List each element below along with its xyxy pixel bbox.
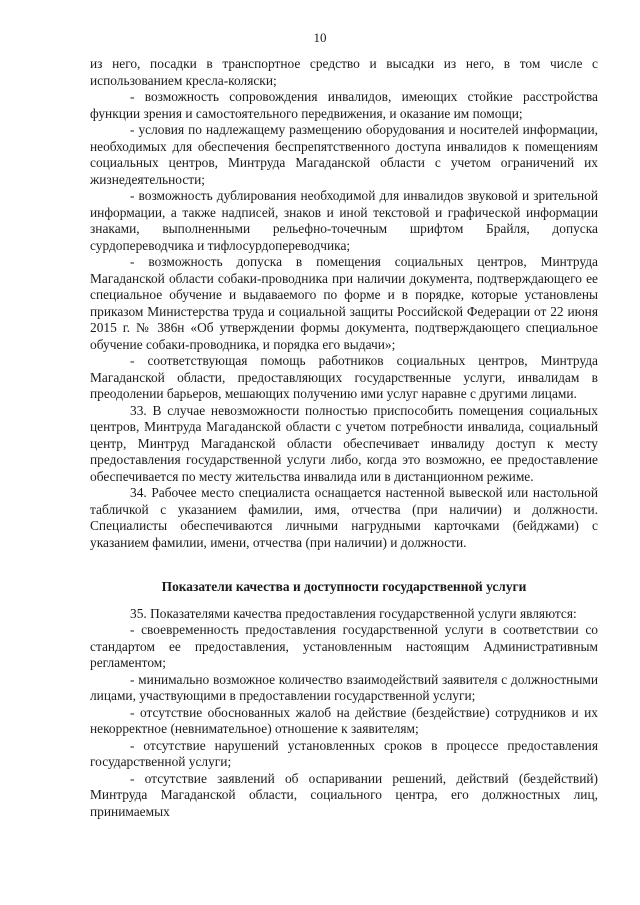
paragraph: - отсутствие нарушений установленных сроков в процессе предоставления государственной услуги;: [90, 737, 598, 769]
paragraph: - минимально возможное количество взаимодействий заявителя с должностными лицами, участвующими в предоставлении государственной услуги;: [90, 671, 598, 703]
paragraph: - возможность дублирования необходимой для инвалидов звуковой и зрительной информации, а также надписей, знаков и иной текстовой и графической информации знаками, выполненными рельефно-точечным шрифтом Брайля, допуска сурдопереводчика и тифлосурдопереводчика;: [90, 188, 598, 253]
paragraph: - условия по надлежащему размещению оборудования и носителей информации, необходимых для обеспечения беспрепятственного доступа инвалидов к помещениям социальных центров, Минтруда Магаданской области с учетом ограничений их жизнедеятельности;: [90, 122, 598, 187]
paragraph: 35. Показателями качества предоставления государственной услуги являются:: [130, 605, 577, 621]
page-number: 10: [313, 30, 327, 45]
paragraph: - отсутствие заявлений об оспаривании решений, действий (бездействий) Минтруда Магаданской области, социального центра, его должностных лиц, принимаемых: [90, 770, 598, 819]
paragraph: из него, посадки в транспортное средство и высадки из него, в том числе с использованием кресла-коляски;: [90, 56, 598, 88]
paragraph: - отсутствие обоснованных жалоб на действие (бездействие) сотрудников и их некорректное (невнимательное) отношение к заявителям;: [90, 704, 598, 736]
paragraph: - возможность допуска в помещения социальных центров, Минтруда Магаданской области собаки-проводника при наличии документа, подтверждающего ее специальное обучение и выдаваемого по форме и в порядке, которые установлены приказом Министерства труда и социальной защиты Российской Федерации от 22 июня 2015 г. № 386н «Об утверждении формы документа, подтверждающего специальное обучение собаки-проводника, и порядка его выдачи»;: [90, 254, 598, 352]
document-body: [90, 56, 598, 820]
paragraph: - соответствующая помощь работников социальных центров, Минтруда Магаданской области, предоставляющих государственные услуги, инвалидам в преодолении барьеров, мешающих получению ими услуг наравне с другими лицами.: [90, 353, 598, 401]
paragraph: - своевременность предоставления государственной услуги в соответствии со стандартом ее предоставления, установленным настоящим Административным регламентом;: [90, 622, 598, 670]
paragraph: 33. В случае невозможности полностью приспособить помещения социальных центров, Минтруда Магаданской области с учетом потребности инвалида, социальный центр, Минтруд Магаданской области обеспечивает инвалиду доступ к месту предоставления государственной услуги либо, когда это возможно, ее предоставление обеспечивается по месту жительства инвалида или в дистанционном режиме.: [90, 402, 598, 484]
paragraph: - возможность сопровождения инвалидов, имеющих стойкие расстройства функции зрения и самостоятельного передвижения, и оказание им помощи;: [90, 89, 598, 121]
section-heading: Показатели качества и доступности государственной услуги: [161, 579, 527, 594]
paragraph: 34. Рабочее место специалиста оснащается настенной вывеской или настольной табличкой с указанием фамилии, имя, отчества (при наличии) и должности. Специалисты обеспечиваются личными нагрудными карточками (бейджами) с указанием фамилии, имени, отчества (при наличии) и должности.: [90, 485, 598, 550]
